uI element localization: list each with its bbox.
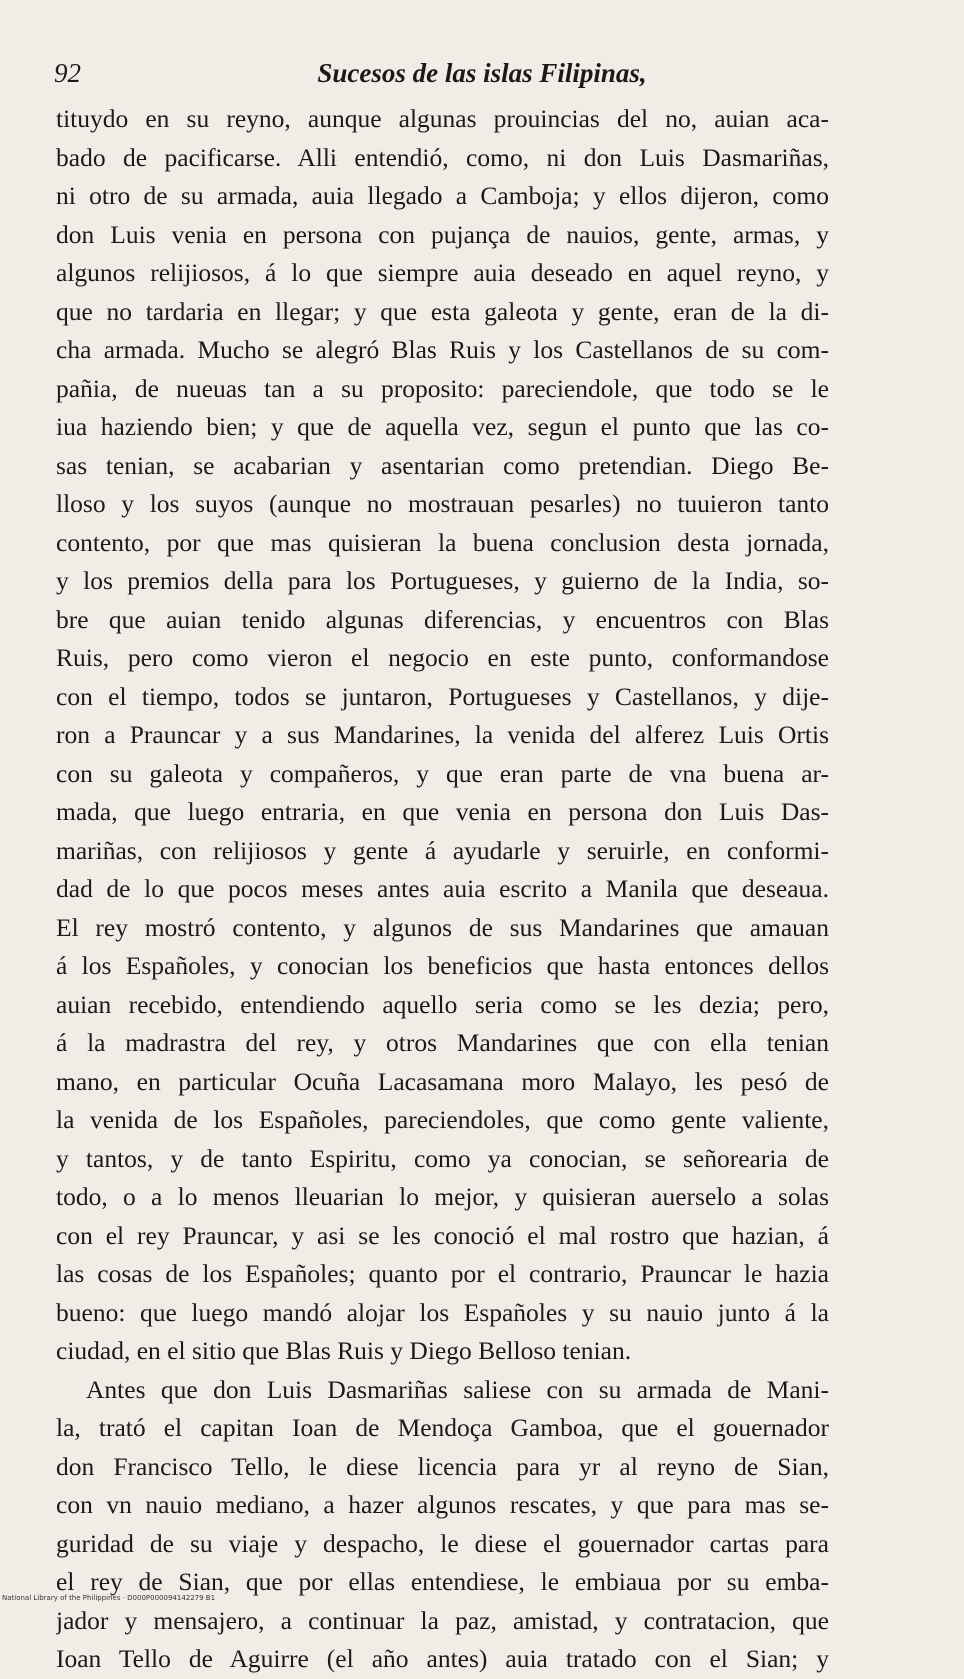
text-line: todo, o a lo menos lleuarian lo mejor, y quisieran auerselo a solas — [56, 1182, 829, 1211]
text-line: mada, que luego entraria, en que venia en persona don Luis Das- — [56, 797, 829, 826]
text-line: bado de pacificarse. Alli entendió, como, ni don Luis Dasmariñas, — [56, 142, 829, 172]
text-line: iua haziendo bien; y que de aquella vez, segun el punto que las co- — [56, 412, 829, 441]
running-title: Sucesos de las islas Filipinas, — [317, 58, 647, 88]
paragraph-start-line: Antes que don Luis Dasmariñas saliese con su armada de Mani- — [86, 1374, 829, 1404]
text-line: y tantos, y de tanto Espiritu, como ya conocian, se señorearia de — [56, 1143, 829, 1173]
text-line: ni otro de su armada, auia llegado a Camboja; y ellos dijeron, como — [56, 181, 829, 210]
text-line: tituydo en su reyno, aunque algunas prouincias del no, auian aca- — [56, 104, 829, 133]
text-line: don Luis venia en persona con pujança de nauios, gente, armas, y — [56, 219, 829, 249]
text-line: el rey de Sian, que por ellas entendiese, le embiaua por su emba- — [56, 1567, 829, 1596]
text-line: contento, por que mas quisieran la buena conclusion desta jornada, — [56, 527, 829, 557]
text-line: las cosas de los Españoles; quanto por el contrario, Prauncar le hazia — [56, 1259, 829, 1288]
page-header — [0, 58, 964, 98]
text-line: bre que auian tenido algunas diferencias, y encuentros con Blas — [56, 604, 829, 634]
text-line: mariñas, con relijiosos y gente á ayudarle y seruirle, en conformi- — [56, 835, 829, 865]
text-line: con el tiempo, todos se juntaron, Portugueses y Castellanos, y dije- — [56, 681, 829, 711]
text-line: guridad de su viaje y despacho, le diese el gouernador cartas para — [56, 1528, 829, 1558]
scan-credit: National Library of the Philippines · D000P000094142279 B1 — [2, 1594, 216, 1602]
text-line: pañia, de nueuas tan a su proposito: pareciendole, que todo se le — [56, 373, 829, 403]
text-line: con su galeota y compañeros, y que eran parte de vna buena ar- — [56, 758, 829, 788]
paragraph-end-line: ciudad, en el sitio que Blas Ruis y Diego Belloso tenian. — [56, 1336, 632, 1365]
text-line: El rey mostró contento, y algunos de sus Mandarines que amauan — [56, 912, 829, 942]
text-line: con vn nauio mediano, a hazer algunos rescates, y que para mas se- — [56, 1490, 829, 1519]
text-line: dad de lo que pocos meses antes auia escrito a Manila que deseaua. — [56, 874, 829, 903]
text-line: á la madrastra del rey, y otros Mandarines que con ella tenian — [56, 1028, 829, 1057]
page-number: 92 — [54, 58, 81, 88]
text-line: Ruis, pero como vieron el negocio en este punto, conformandose — [56, 643, 829, 672]
text-line: algunos relijiosos, á lo que siempre auia deseado en aquel reyno, y — [56, 258, 829, 287]
text-line: jador y mensajero, a continuar la paz, amistad, y contratacion, que — [56, 1605, 829, 1635]
text-line: que no tardaria en llegar; y que esta galeota y gente, eran de la di- — [56, 296, 829, 326]
text-line: auian recebido, entendiendo aquello seria como se les dezia; pero, — [56, 989, 829, 1019]
text-line: con el rey Prauncar, y asi se les conoció el mal rostro que hazian, á — [56, 1220, 829, 1250]
text-line: Ioan Tello de Aguirre (el año antes) auia tratado con el Sian; y — [56, 1644, 829, 1673]
text-line: y los premios della para los Portugueses, y guierno de la India, so- — [56, 566, 829, 595]
text-line: cha armada. Mucho se alegró Blas Ruis y los Castellanos de su com- — [56, 335, 829, 364]
text-line: á los Españoles, y conocian los beneficios que hasta entonces dellos — [56, 951, 829, 980]
text-line: ron a Prauncar y a sus Mandarines, la venida del alferez Luis Ortis — [56, 720, 829, 749]
body-text — [56, 100, 829, 1679]
text-line: bueno: que luego mandó alojar los Españoles y su nauio junto á la — [56, 1297, 829, 1327]
text-line: mano, en particular Ocuña Lacasamana moro Malayo, les pesó de — [56, 1066, 829, 1096]
text-line: la, trató el capitan Ioan de Mendoça Gamboa, que el gouernador — [56, 1413, 829, 1442]
text-line: lloso y los suyos (aunque no mostrauan pesarles) no tuuieron tanto — [56, 489, 829, 518]
text-line: sas tenian, se acabarian y asentarian como pretendian. Diego Be- — [56, 450, 829, 480]
text-line: la venida de los Españoles, pareciendoles, que como gente valiente, — [56, 1105, 829, 1134]
text-line: don Francisco Tello, le diese licencia para yr al reyno de Sian, — [56, 1451, 829, 1481]
